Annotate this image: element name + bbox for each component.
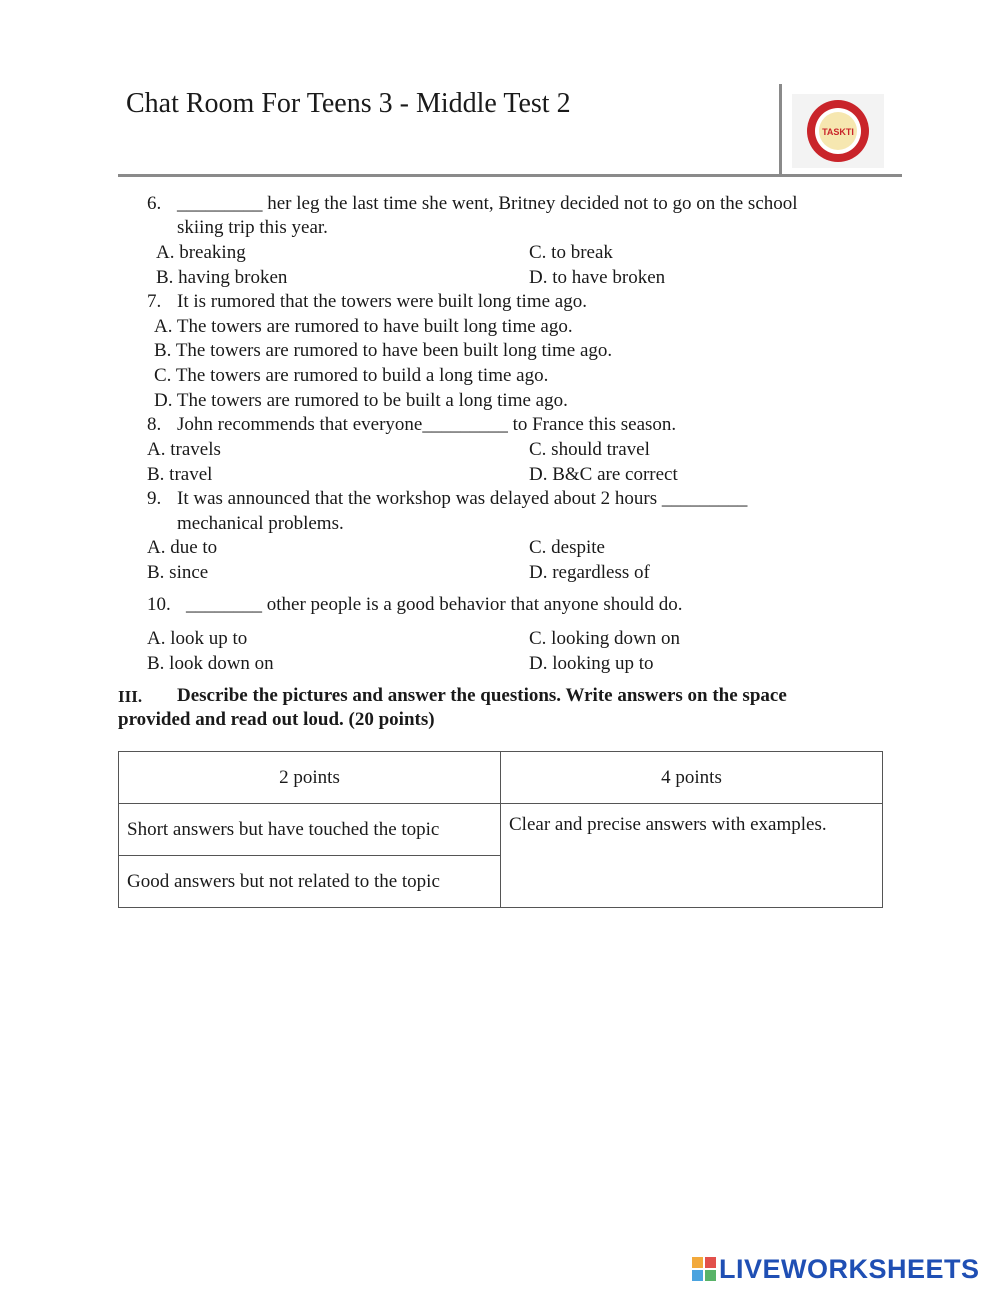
question-6-number: 6. xyxy=(147,193,162,214)
question-10-option-a: A. look up to xyxy=(147,628,248,649)
header-divider-horizontal xyxy=(118,174,902,177)
header-divider-vertical xyxy=(779,84,782,176)
question-10-stem: ________ other people is a good behavior that anyone should do. xyxy=(186,594,683,615)
question-9-option-a: A. due to xyxy=(147,537,218,558)
question-7-option-d: D. The towers are rumored to be built a long time ago. xyxy=(154,390,568,411)
question-10-option-c: C. looking down on xyxy=(529,628,680,649)
rubric-header-2-points: 2 points xyxy=(119,752,501,804)
page-title: Chat Room For Teens 3 - Middle Test 2 xyxy=(126,88,571,119)
rubric-table xyxy=(118,751,883,908)
question-8-option-a: A. travels xyxy=(147,439,221,460)
school-logo xyxy=(792,94,884,168)
svg-text:TASKTI: TASKTI xyxy=(822,127,854,137)
question-8-option-d: D. B&C are correct xyxy=(529,464,678,485)
question-9-option-b: B. since xyxy=(147,562,209,583)
question-7-option-a: A. The towers are rumored to have built long time ago. xyxy=(154,316,573,337)
question-8-option-c: C. should travel xyxy=(529,439,650,460)
rubric-header-4-points: 4 points xyxy=(501,752,883,804)
question-6-option-c: C. to break xyxy=(529,242,613,263)
question-6-option-d: D. to have broken xyxy=(529,267,666,288)
table-row xyxy=(119,752,883,804)
question-9-option-c: C. despite xyxy=(529,537,605,558)
question-7-stem: It is rumored that the towers were built long time ago. xyxy=(177,291,587,312)
table-row xyxy=(119,804,883,856)
rubric-cell-short-answers: Short answers but have touched the topic xyxy=(119,804,501,856)
liveworksheets-grid-icon xyxy=(692,1257,716,1281)
liveworksheets-brand: LIVEWORKSHEETS xyxy=(719,1253,980,1284)
liveworksheets-logo xyxy=(692,1254,980,1284)
rubric-cell-good-answers: Good answers but not related to the topic xyxy=(119,856,501,908)
question-9-option-d: D. regardless of xyxy=(529,562,650,583)
question-7-option-c: C. The towers are rumored to build a long time ago. xyxy=(154,365,549,386)
question-6-stem: _________ her leg the last time she went, Britney decided not to go on the school xyxy=(177,193,798,214)
section-3-instructions: Describe the pictures and answer the questions. Write answers on the space xyxy=(177,685,787,706)
question-8-stem: John recommends that everyone_________ to France this season. xyxy=(177,414,677,435)
question-10-number: 10. xyxy=(147,594,171,615)
question-9-stem-cont: mechanical problems. xyxy=(177,513,344,534)
question-9-number: 9. xyxy=(147,488,162,509)
section-3-number: III. xyxy=(118,687,143,706)
question-9-stem: It was announced that the workshop was delayed about 2 hours _________ xyxy=(177,488,748,509)
section-3-instructions-cont: provided and read out loud. (20 points) xyxy=(118,709,435,730)
question-10-option-d: D. looking up to xyxy=(529,653,654,674)
question-6-option-a: A. breaking xyxy=(156,242,246,263)
question-10-option-b: B. look down on xyxy=(147,653,274,674)
question-8-option-b: B. travel xyxy=(147,464,213,485)
question-8-number: 8. xyxy=(147,414,162,435)
question-6-stem-cont: skiing trip this year. xyxy=(177,217,328,238)
question-6-option-b: B. having broken xyxy=(156,267,288,288)
question-7-number: 7. xyxy=(147,291,162,312)
question-7-option-b: B. The towers are rumored to have been built long time ago. xyxy=(154,340,613,361)
rubric-cell-clear-answers: Clear and precise answers with examples. xyxy=(501,804,883,908)
